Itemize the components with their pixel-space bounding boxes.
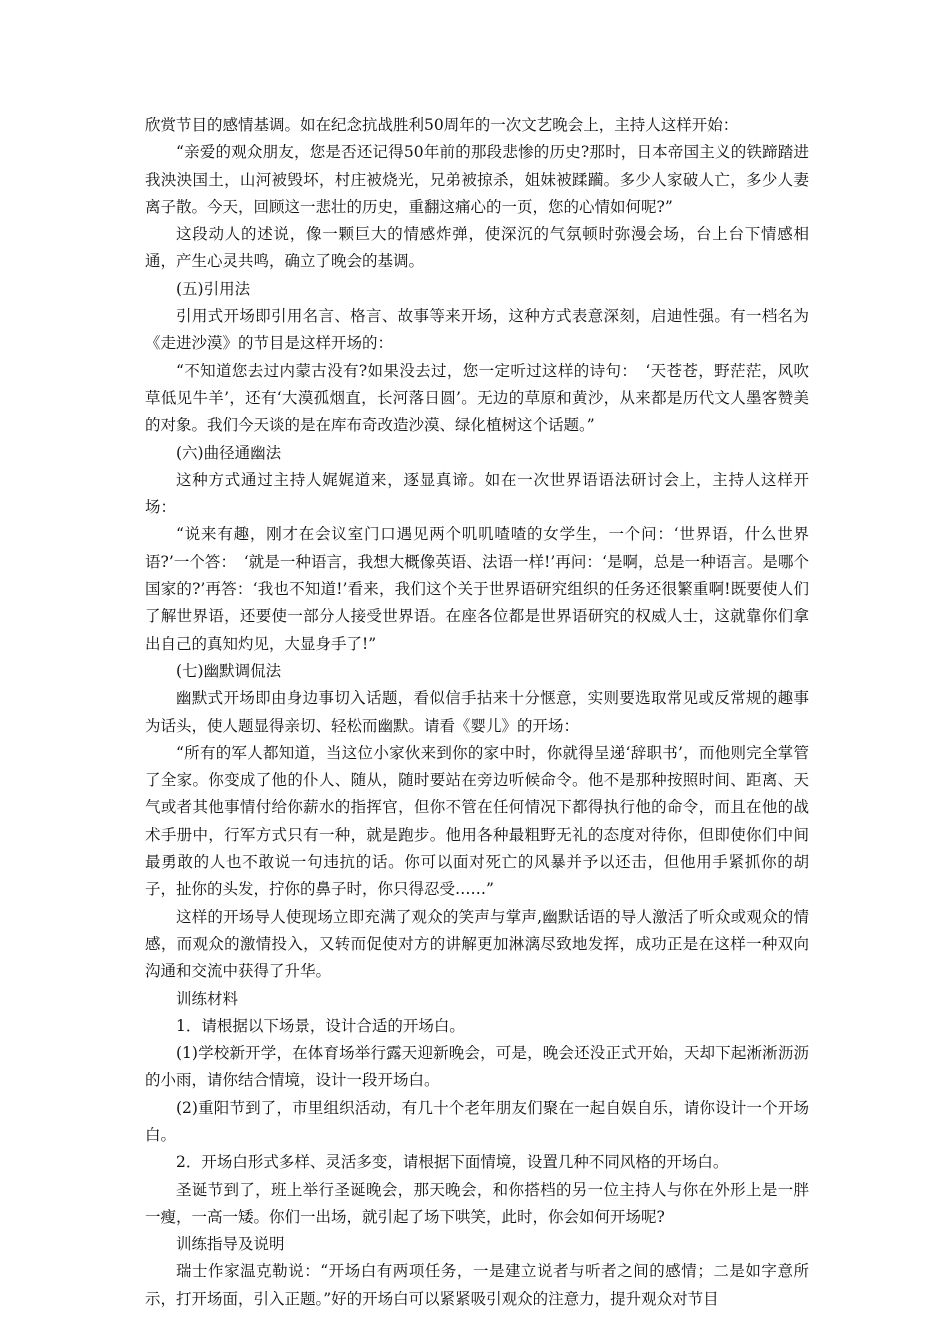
body-paragraph: 这段动人的述说，像一颗巨大的情感炸弹，使深沉的气氛顿时弥漫会场，台上台下情感相通，产生心灵共鸣，确立了晚会的基调。 (145, 225, 809, 271)
body-paragraph: 瑞士作家温克勒说：“开场白有两项任务，一是建立说者与听者之间的感情；二是如字意所示，打开场面，引入正题。”好的开场白可以紧紧吸引观众的注意力，提升观众对节目 (145, 1262, 809, 1308)
body-paragraph: (1)学校新开学，在体育场举行露天迎新晚会，可是，晚会还没正式开始，天却下起淅淅沥沥的小雨，请你结合情境，设计一段开场白。 (145, 1044, 809, 1090)
body-paragraph: 1．请根据以下场景，设计合适的开场白。 (176, 1016, 465, 1035)
section-heading: (六)曲径通幽法 (176, 443, 282, 462)
body-paragraph: 这样的开场导人使现场立即充满了观众的笑声与掌声,幽默话语的导人激活了听众或观众的情感，而观众的激情投入，又转而促使对方的讲解更加淋漓尽致地发挥，成功正是在这样一种双向沟通和交流中获得了升华。 (145, 907, 809, 981)
quote-paragraph: “所有的军人都知道，当这位小家伙来到你的家中时，你就得呈递‘辞职书’，而他则完全掌管了全家。你变成了他的仆人、随从，随时要站在旁边听候命令。他不是那种按照时间、距离、天气或者其他事情付给你薪水的指挥官，但你不管在任何情况下都得执行他的命令，而且在他的战术手册中，行军方式只有一种，就是跑步。他用各种最粗野无礼的态度对待你，但即使你们中间最勇敢的人也不敢说一句违抗的话。你可以面对死亡的风暴并予以还击，但他用手紧抓你的胡子，扯你的头发，拧你的鼻子时，你只得忍受……” (145, 743, 809, 899)
section-heading: (五)引用法 (176, 279, 251, 298)
body-paragraph: 圣诞节到了，班上举行圣诞晚会，那天晚会，和你搭档的另一位主持人与你在外形上是一胖一瘦，一高一矮。你们一出场，就引起了场下哄笑，此时，你会如何开场呢? (145, 1180, 809, 1226)
section-heading: 训练指导及说明 (176, 1235, 285, 1254)
quote-paragraph: “亲爱的观众朋友，您是否还记得50年前的那段悲惨的历史?那时，日本帝国主义的铁蹄踏进我泱泱国土，山河被毁坏，村庄被烧光，兄弟被掠杀，姐妹被蹂躏。多少人家破人亡，多少人妻离子散。今天，回顾这一悲壮的历史，重翻这痛心的一页，您的心情如何呢?” (145, 143, 809, 216)
quote-paragraph: “不知道您去过内蒙古没有?如果没去过，您一定听过这样的诗句： ‘天苍苍，野茫茫，风吹草低见牛羊’，还有‘大漠孤烟直，长河落日圆’。无边的草原和黄沙，从来都是历代文人墨客赞美的对象。我们今天谈的是在库布奇改造沙漠、绿化植树这个话题。” (145, 361, 809, 435)
body-paragraph: 幽默式开场即由身边事切入话题，看似信手拈来十分惬意，实则要选取常见或反常规的趣事为话头，使人题显得亲切、轻松而幽默。请看《婴儿》的开场： (145, 689, 809, 735)
body-paragraph: (2)重阳节到了，市里组织活动，有几十个老年朋友们聚在一起自娱自乐，请你设计一个开场白。 (145, 1098, 809, 1144)
body-paragraph: 2．开场白形式多样、灵活多变，请根据下面情境，设置几种不同风格的开场白。 (176, 1153, 729, 1172)
body-paragraph: 这种方式通过主持人娓娓道来，逐显真谛。如在一次世界语语法研讨会上，主持人这样开场： (145, 470, 809, 517)
section-heading: (七)幽默调侃法 (176, 661, 282, 680)
document-page (145, 112, 809, 1313)
body-paragraph: 欣赏节目的感情基调。如在纪念抗战胜利50周年的一次文艺晚会上，主持人这样开始： (145, 116, 739, 134)
quote-paragraph: “说来有趣，刚才在会议室门口遇见两个叽叽喳喳的女学生，一个问：‘世界语，什么世界语?’一个答： ‘就是一种语言，我想大概像英语、法语一样!’再问：‘是啊，总是一种语言。是哪个国家的?’再答：‘我也不知道!’看来，我们这个关于世界语研究组织的任务还很繁重啊!既要使人们了解世界语，还要使一部分人接受世界语。在座各位都是世界语研究的权威人士，这就靠你们拿出自己的真知灼见，大显身手了!” (145, 525, 809, 653)
body-paragraph: 引用式开场即引用名言、格言、故事等来开场，这种方式表意深刻，启迪性强。有一档名为《走进沙漠》的节目是这样开场的： (145, 307, 809, 353)
section-heading: 训练材料 (176, 989, 239, 1008)
